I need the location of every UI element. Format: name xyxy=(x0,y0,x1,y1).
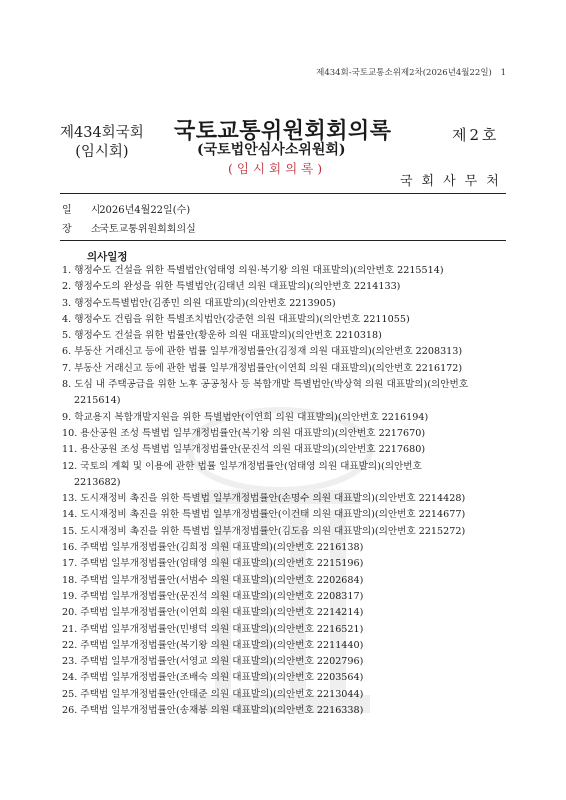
agenda-item xyxy=(62,328,508,344)
agenda-item-text: 17. 주택법 일부개정법률안(엄태영 의원 대표발의)(의안번호 2215196) xyxy=(62,558,364,570)
agenda-item xyxy=(62,426,508,442)
agenda-item-text: 26. 주택법 일부개정법률안(송재봉 의원 대표발의)(의안번호 2216338) xyxy=(62,705,364,717)
agenda-item-text: 18. 주택법 일부개정법률안(서범수 의원 대표발의)(의안번호 2202684) xyxy=(62,574,364,586)
agenda-item-text: 1. 행정수도 건설을 위한 특별법안(엄태영 의원·복기왕 의원 대표발의)(의안번호 2215514) xyxy=(62,265,444,276)
agenda-item-text: 5. 행정수도 건설을 위한 법률안(황운하 의원 대표발의)(의안번호 2210318) xyxy=(62,330,382,342)
agenda-item-text: 11. 용산공원 조성 특별법 일부개정법률안(문진석 의원 대표발의)(의안번호 2217680) xyxy=(62,444,426,456)
agenda-item xyxy=(62,670,508,686)
agenda-item xyxy=(62,442,508,458)
agenda-item-text: 20. 주택법 일부개정법률안(이연희 의원 대표발의)(의안번호 2214214) xyxy=(62,607,364,619)
agenda-item-text: 7. 부동산 거래신고 등에 관한 법률 일부개정법률안(이연희 의원 대표발의)(의안번호 2216172) xyxy=(62,362,463,374)
agenda-item xyxy=(62,654,508,670)
divider-top xyxy=(60,193,506,194)
agenda-item-text: 15. 도시재정비 촉진을 위한 특별법 일부개정법률안(김도읍 의원 대표발의)(의안번호 2215272) xyxy=(62,525,466,537)
agenda-item xyxy=(62,491,508,507)
committee-subtitle: (국토법안심사소위원회) xyxy=(197,142,346,158)
agenda-item-text: 16. 주택법 일부개정법률안(김희정 의원 대표발의)(의안번호 2216138) xyxy=(62,542,364,554)
page-number: 1 xyxy=(500,68,506,78)
agenda-item xyxy=(62,410,508,426)
agenda-item xyxy=(62,622,508,638)
date-row xyxy=(62,201,190,216)
agenda-item-continuation: 2213682) xyxy=(74,476,121,488)
place-row xyxy=(62,220,196,235)
agenda-item-text: 24. 주택법 일부개정법률안(조배숙 의원 대표발의)(의안번호 2203564) xyxy=(62,672,364,684)
agenda-item-text: 22. 주택법 일부개정법률안(복기왕 의원 대표발의)(의안번호 2211440) xyxy=(62,639,364,651)
document-title: 국토교통위원회회의록 xyxy=(174,118,392,144)
agenda-item xyxy=(62,573,508,589)
agenda-item xyxy=(62,296,508,312)
agenda-item xyxy=(62,377,508,410)
agenda-item-text: 23. 주택법 일부개정법률안(서영교 의원 대표발의)(의안번호 2202796) xyxy=(62,656,364,668)
agenda-item xyxy=(62,279,508,295)
agenda-item xyxy=(62,540,508,556)
agenda-heading: 의사일정 xyxy=(87,251,128,263)
agenda-item xyxy=(62,524,508,540)
agenda-item xyxy=(62,263,508,279)
divider-bottom xyxy=(60,240,506,241)
agenda-item-text: 8. 도심 내 주택공급을 위한 노후 공공청사 등 복합개발 특별법안(박상혁 의원 대표발의)(의안번호 xyxy=(62,379,469,391)
agenda-item-text: 4. 행정수도 건립을 위한 특별조치법안(강준현 의원 대표발의)(의안번호 2211055) xyxy=(62,313,410,325)
place-value: 국토교통위원회회의실 xyxy=(99,224,196,235)
date-value: 2026년4월22일(수) xyxy=(99,205,191,216)
session-number: 제434회국회 xyxy=(60,125,144,141)
agenda-item-text: 12. 국토의 계획 및 이용에 관한 법률 일부개정법률안(엄태영 의원 대표발의)(의안번호 xyxy=(62,460,422,472)
agenda-item xyxy=(62,605,508,621)
agenda-item-continuation: 2215614) xyxy=(74,395,121,407)
agenda-item xyxy=(62,556,508,572)
agenda-item xyxy=(62,638,508,654)
agenda-item-text: 14. 도시재정비 촉진을 위한 특별법 일부개정법률안(이건태 의원 대표발의)(의안번호 2214677) xyxy=(62,509,466,521)
temporary-minutes-label: (임시회의록) xyxy=(228,161,327,176)
agenda-item xyxy=(62,703,508,719)
agenda-list xyxy=(62,263,508,719)
agenda-item-text: 2. 행정수도의 완성을 위한 특별법안(김태년 의원 대표발의)(의안번호 2214133) xyxy=(62,281,401,293)
agenda-item xyxy=(62,344,508,360)
agenda-item xyxy=(62,312,508,328)
agenda-item-text: 6. 부동산 거래신고 등에 관한 법률 일부개정법률안(김정재 의원 대표발의)(의안번호 2208313) xyxy=(62,346,463,358)
agenda-item-text: 13. 도시재정비 촉진을 위한 특별법 일부개정법률안(손명수 의원 대표발의)(의안번호 2214428) xyxy=(62,493,466,505)
date-label: 일 시 xyxy=(62,205,109,216)
secretariat-label: 국회사무처 xyxy=(400,174,508,189)
agenda-item xyxy=(62,361,508,377)
agenda-item-text: 21. 주택법 일부개정법률안(민병덕 의원 대표발의)(의안번호 2216521) xyxy=(62,623,364,635)
agenda-item-text: 19. 주택법 일부개정법률안(문진석 의원 대표발의)(의안번호 2208317) xyxy=(62,590,364,602)
agenda-item xyxy=(62,589,508,605)
minutes-number: 제2호 xyxy=(452,126,500,144)
running-header-text: 제434회-국토교통소위제2차(2026년4월22일) xyxy=(316,68,492,78)
agenda-item-text: 10. 용산공원 조성 특별법 일부개정법률안(복기왕 의원 대표발의)(의안번호 2217670) xyxy=(62,427,426,439)
agenda-item-text: 3. 행정수도특별법안(김종민 의원 대표발의)(의안번호 2213905) xyxy=(62,297,336,309)
agenda-item-text: 25. 주택법 일부개정법률안(안태준 의원 대표발의)(의안번호 2213044) xyxy=(62,688,364,700)
running-header xyxy=(310,66,506,78)
session-type: (임시회) xyxy=(75,144,129,160)
place-label: 장 소 xyxy=(62,224,109,235)
agenda-item xyxy=(62,687,508,703)
agenda-item-text: 9. 학교용지 복합개발지원을 위한 특별법안(이연희 의원 대표발의)(의안번호 2216194) xyxy=(62,411,429,423)
agenda-item xyxy=(62,507,508,523)
agenda-item xyxy=(62,459,508,492)
session-info xyxy=(60,124,144,162)
